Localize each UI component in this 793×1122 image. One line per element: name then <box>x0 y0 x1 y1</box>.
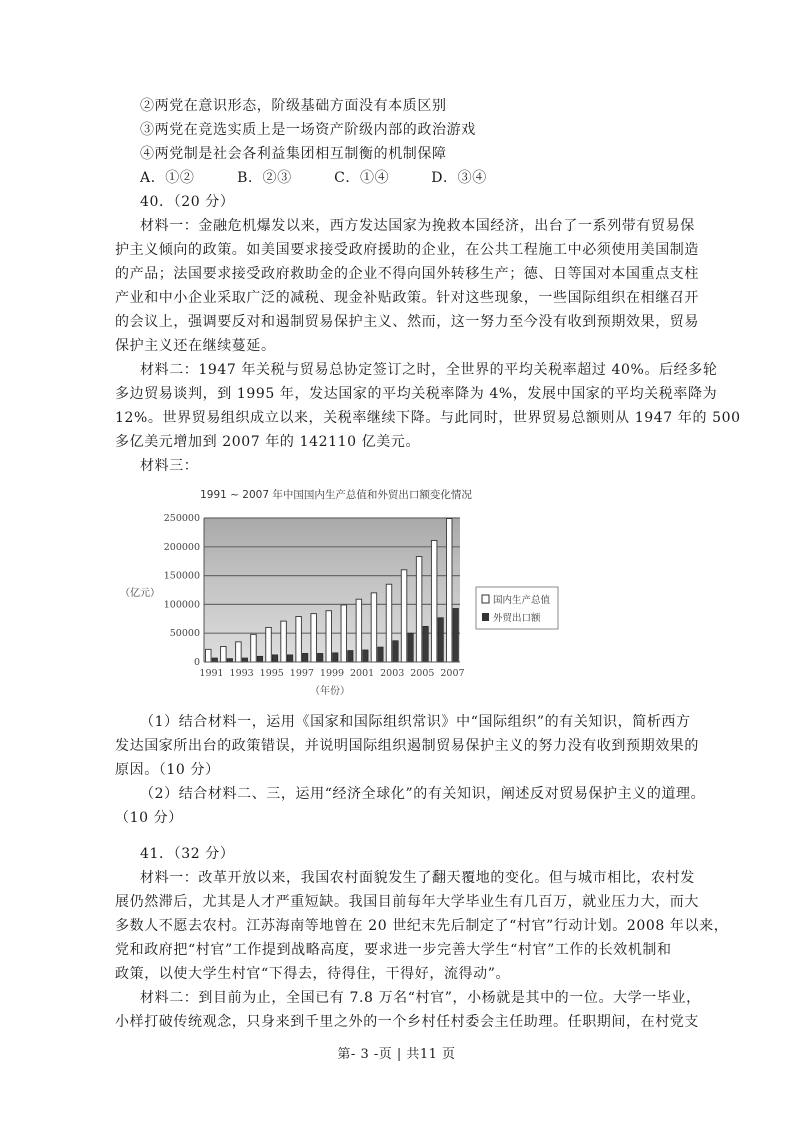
bar-gdp <box>221 646 227 662</box>
bar-export <box>287 655 293 662</box>
bar-export <box>393 641 399 662</box>
bar-gdp <box>416 557 422 662</box>
bar-export <box>212 658 218 662</box>
option-4: ④两党制是社会各利益集团相互制衡的机制保障 <box>140 146 447 162</box>
bar-gdp <box>371 593 377 662</box>
bar-gdp <box>296 616 302 662</box>
legend-label-gdp: 国内生产总值 <box>493 595 551 606</box>
x-tick-label: 2005 <box>410 668 435 679</box>
y-tick-label: 50000 <box>169 628 200 640</box>
x-tick-label: 1995 <box>259 668 284 679</box>
bar-export <box>378 647 384 662</box>
q41-m2-line: 材料二：到目前为止，全国已有 7.8 万名“村官”，小杨就是其中的一位。大学一毕业， <box>140 990 701 1006</box>
bar-gdp <box>266 627 272 662</box>
bar-export <box>227 659 233 662</box>
q41-m1-line: 政策，以使大学生村官“下得去，待得住，干得好，流得动”。 <box>115 966 511 982</box>
bar-export <box>333 653 339 662</box>
y-tick-label: 200000 <box>163 541 200 553</box>
x-axis-label: （年份） <box>310 686 350 697</box>
q41-heading: 41．（32 分） <box>140 846 235 862</box>
choice-b: B．②③ <box>237 170 292 186</box>
q40-m1-line: 保护主义还在继续蔓延。 <box>115 338 276 354</box>
legend-swatch-export <box>482 613 489 621</box>
x-tick-label: 1991 <box>199 668 224 679</box>
bar-gdp <box>236 642 242 662</box>
chart-svg <box>112 472 562 702</box>
choice-a: A．①② <box>140 170 195 186</box>
choice-c: C．①④ <box>334 170 390 186</box>
q40-question-line: 原因。（10 分） <box>115 762 220 778</box>
bar-gdp <box>341 605 347 662</box>
q40-m1-line: 的产品；法国要求接受政府救助金的企业不得向国外转移生产；德、日等国对本国重点支柱 <box>115 266 699 282</box>
legend <box>476 587 558 629</box>
x-tick-label: 1997 <box>289 668 314 679</box>
q40-question-line: （2）结合材料二、三，运用“经济全球化”的有关知识，阐述反对贸易保护主义的道理。 <box>140 786 706 802</box>
q40-m2-line: 12%。世界贸易组织成立以来，关税率继续下降。与此同时，世界贸易总额则从 1947 年的 500 <box>115 410 741 426</box>
q40-m1-line: 护主义倾向的政策。如美国要求接受政府援助的企业，在公共工程施工中必须使用美国制造 <box>115 242 699 258</box>
bar-export <box>453 608 459 662</box>
q41-m1-line: 材料一：改革开放以来，我国农村面貌发生了翻天覆地的变化。但与城市相比，农村发 <box>140 870 695 886</box>
y-tick-label: 150000 <box>163 570 200 582</box>
q40-m2-line: 多边贸易谈判，到 1995 年，发达国家的平均关税率降为 4%，发展中国家的平均关税率降为 <box>115 386 718 402</box>
bar-export <box>348 650 354 662</box>
q40-m2-line: 多亿美元增加到 2007 年的 142110 亿美元。 <box>115 434 421 450</box>
bar-gdp <box>251 634 256 662</box>
bar-export <box>423 626 429 662</box>
q41-m1-line: 党和政府把“村官”工作提到战略高度，要求进一步完善大学生“村官”工作的长效机制和 <box>115 942 672 958</box>
bar-export <box>272 655 278 662</box>
q40-m1-line: 的会议上，强调要反对和遏制贸易保护主义、然而，这一努力至今没有收到预期效果，贸易 <box>115 314 699 330</box>
y-tick-label: 250000 <box>163 513 200 524</box>
q40-question-line: 发达国家所出台的政策错误，并说明国际组织遏制贸易保护主义的努力没有收到预期效果的 <box>115 738 699 754</box>
q40-m1-line: 材料一：金融危机爆发以来，西方发达国家为挽救本国经济，出台了一系列带有贸易保 <box>140 218 695 234</box>
bar-export <box>242 658 248 662</box>
q40-m2-line: 材料二：1947 年关税与贸易总协定签订之时，全世界的平均关税率超过 40%。后经多轮 <box>140 362 718 378</box>
bar-export <box>257 656 263 662</box>
bar-gdp <box>311 614 317 662</box>
bar-gdp <box>281 621 287 662</box>
x-tick-label: 1999 <box>319 668 345 679</box>
option-2: ②两党在意识形态，阶级基础方面没有本质区别 <box>140 98 447 114</box>
q41-m1-line: 多数人不愿去农村。江苏海南等地曾在 20 世纪末先后制定了“村官”行动计划。2008 年以来， <box>115 918 729 934</box>
legend-swatch-gdp <box>482 595 489 603</box>
bar-gdp <box>401 570 407 662</box>
q41-m2-line: 小样打破传统观念，只身来到千里之外的一个乡村任村委会主任助理。任职期间，在村党支 <box>115 1014 699 1030</box>
q41-m1-line: 展仍然滞后，尤其是人才严重短缺。我国目前每年大学毕业生有几百万，就业压力大，而大 <box>115 894 699 910</box>
chart-title: 1991 ~ 2007 年中国国内生产总值和外贸出口额变化情况 <box>200 489 472 501</box>
page-footer: 第- 3 -页 | 共11 页 <box>337 1047 456 1062</box>
bar-gdp <box>386 584 392 662</box>
bar-export <box>363 650 369 662</box>
x-tick-label: 2001 <box>350 668 375 679</box>
x-tick-label: 2007 <box>440 668 465 679</box>
y-tick-label: 0 <box>193 657 200 668</box>
bar-export <box>317 653 323 662</box>
answer-choices <box>140 166 523 190</box>
bar-gdp <box>446 519 452 662</box>
bar-export <box>438 618 444 662</box>
x-tick-label: 1993 <box>229 668 254 679</box>
bar-export <box>408 633 414 662</box>
bar-export <box>302 653 308 662</box>
q40-heading: 40．（20 分） <box>140 194 235 210</box>
x-tick-labels <box>199 668 464 679</box>
bar-gdp <box>431 540 437 662</box>
option-3: ③两党在竞选实质上是一场资产阶级内部的政治游戏 <box>140 122 476 138</box>
q40-question-line: （1）结合材料一，运用《国家和国际组织常识》中“国际组织”的有关知识，简析西方 <box>140 714 691 730</box>
q40-m3-label: 材料三： <box>140 458 199 474</box>
bar-gdp <box>206 649 212 662</box>
bar-gdp <box>356 599 362 662</box>
legend-label-export: 外贸出口额 <box>493 613 541 624</box>
bar-gdp <box>326 611 332 662</box>
q40-m1-line: 产业和中小企业采取广泛的减税、现金补贴政策。针对这些现象，一些国际组织在相继召开 <box>115 290 699 306</box>
x-tick-label: 2003 <box>380 668 405 679</box>
y-axis-label: （亿元） <box>120 588 160 599</box>
y-tick-labels <box>164 513 200 668</box>
y-tick-label: 100000 <box>163 599 200 611</box>
gdp-export-chart <box>112 472 562 702</box>
q40-question-line: （10 分） <box>115 810 183 826</box>
choice-d: D．③④ <box>431 170 487 186</box>
